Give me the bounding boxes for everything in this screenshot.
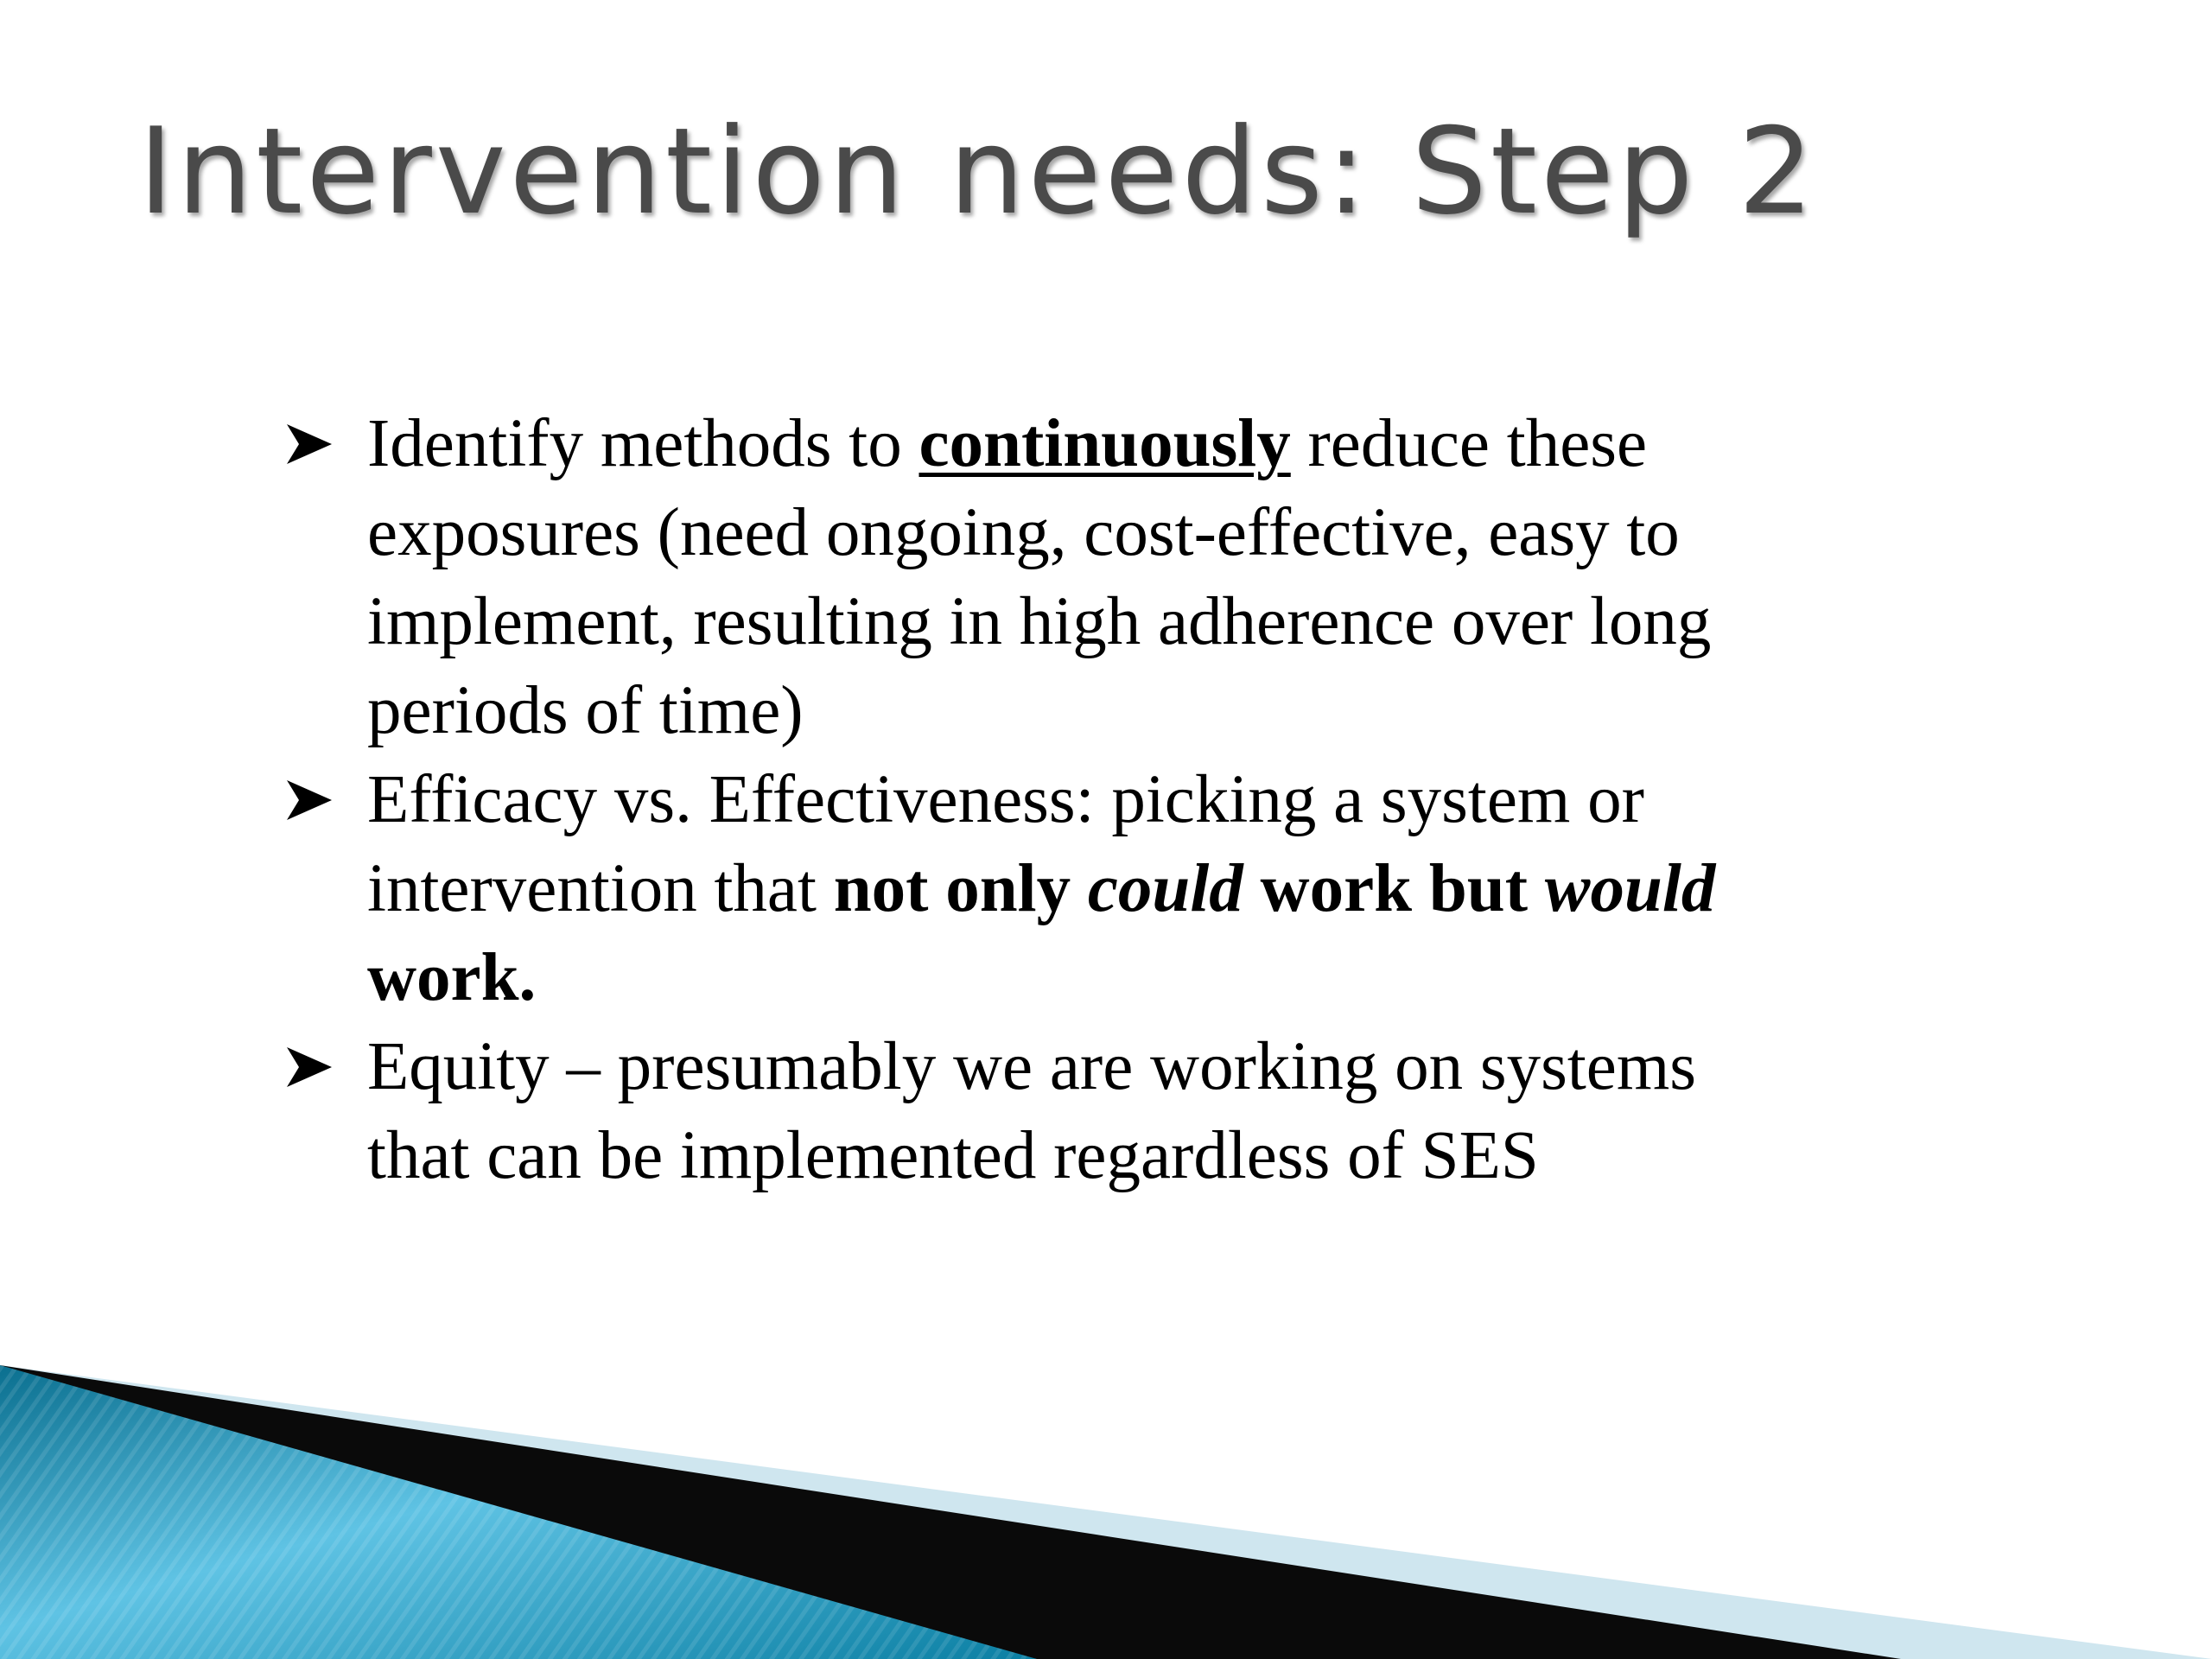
bullet-item-equity — [285, 1022, 1754, 1200]
emphasis-could: could — [1087, 851, 1243, 926]
emphasis-would: would — [1544, 851, 1716, 926]
arrowhead-bullet-icon — [285, 755, 337, 844]
text-run: Identify methods to — [367, 406, 919, 481]
slide-title: Intervention needs: Step 2 — [138, 102, 1818, 241]
arrowhead-bullet-icon — [285, 399, 337, 488]
text-run: Equity – presumably we are working on systems that can be implemented regardless of SES — [367, 1029, 1697, 1193]
bullet-item-efficacy — [285, 755, 1754, 1022]
bullet-list — [285, 399, 1754, 1200]
arrowhead-bullet-icon — [285, 1022, 337, 1111]
emphasis-work: work. — [367, 940, 537, 1015]
bullet-text — [367, 1022, 1754, 1200]
emphasis-work-but: work but — [1243, 851, 1545, 926]
decorative-swoosh — [0, 1365, 2212, 1659]
bullet-text — [367, 755, 1754, 1022]
bullet-item-methods — [285, 399, 1754, 755]
bullet-text — [367, 399, 1754, 755]
emphasis-not-only: not only — [833, 851, 1088, 926]
text-run: reduce these exposures (need ongoing, cost-effective, easy to implement, resulting in high adherence over long periods of time) — [367, 406, 1712, 748]
emphasis-continuously: continuously — [918, 406, 1291, 481]
text-run: Efficacy vs. Effectiveness: picking a system or intervention that — [367, 762, 1644, 926]
